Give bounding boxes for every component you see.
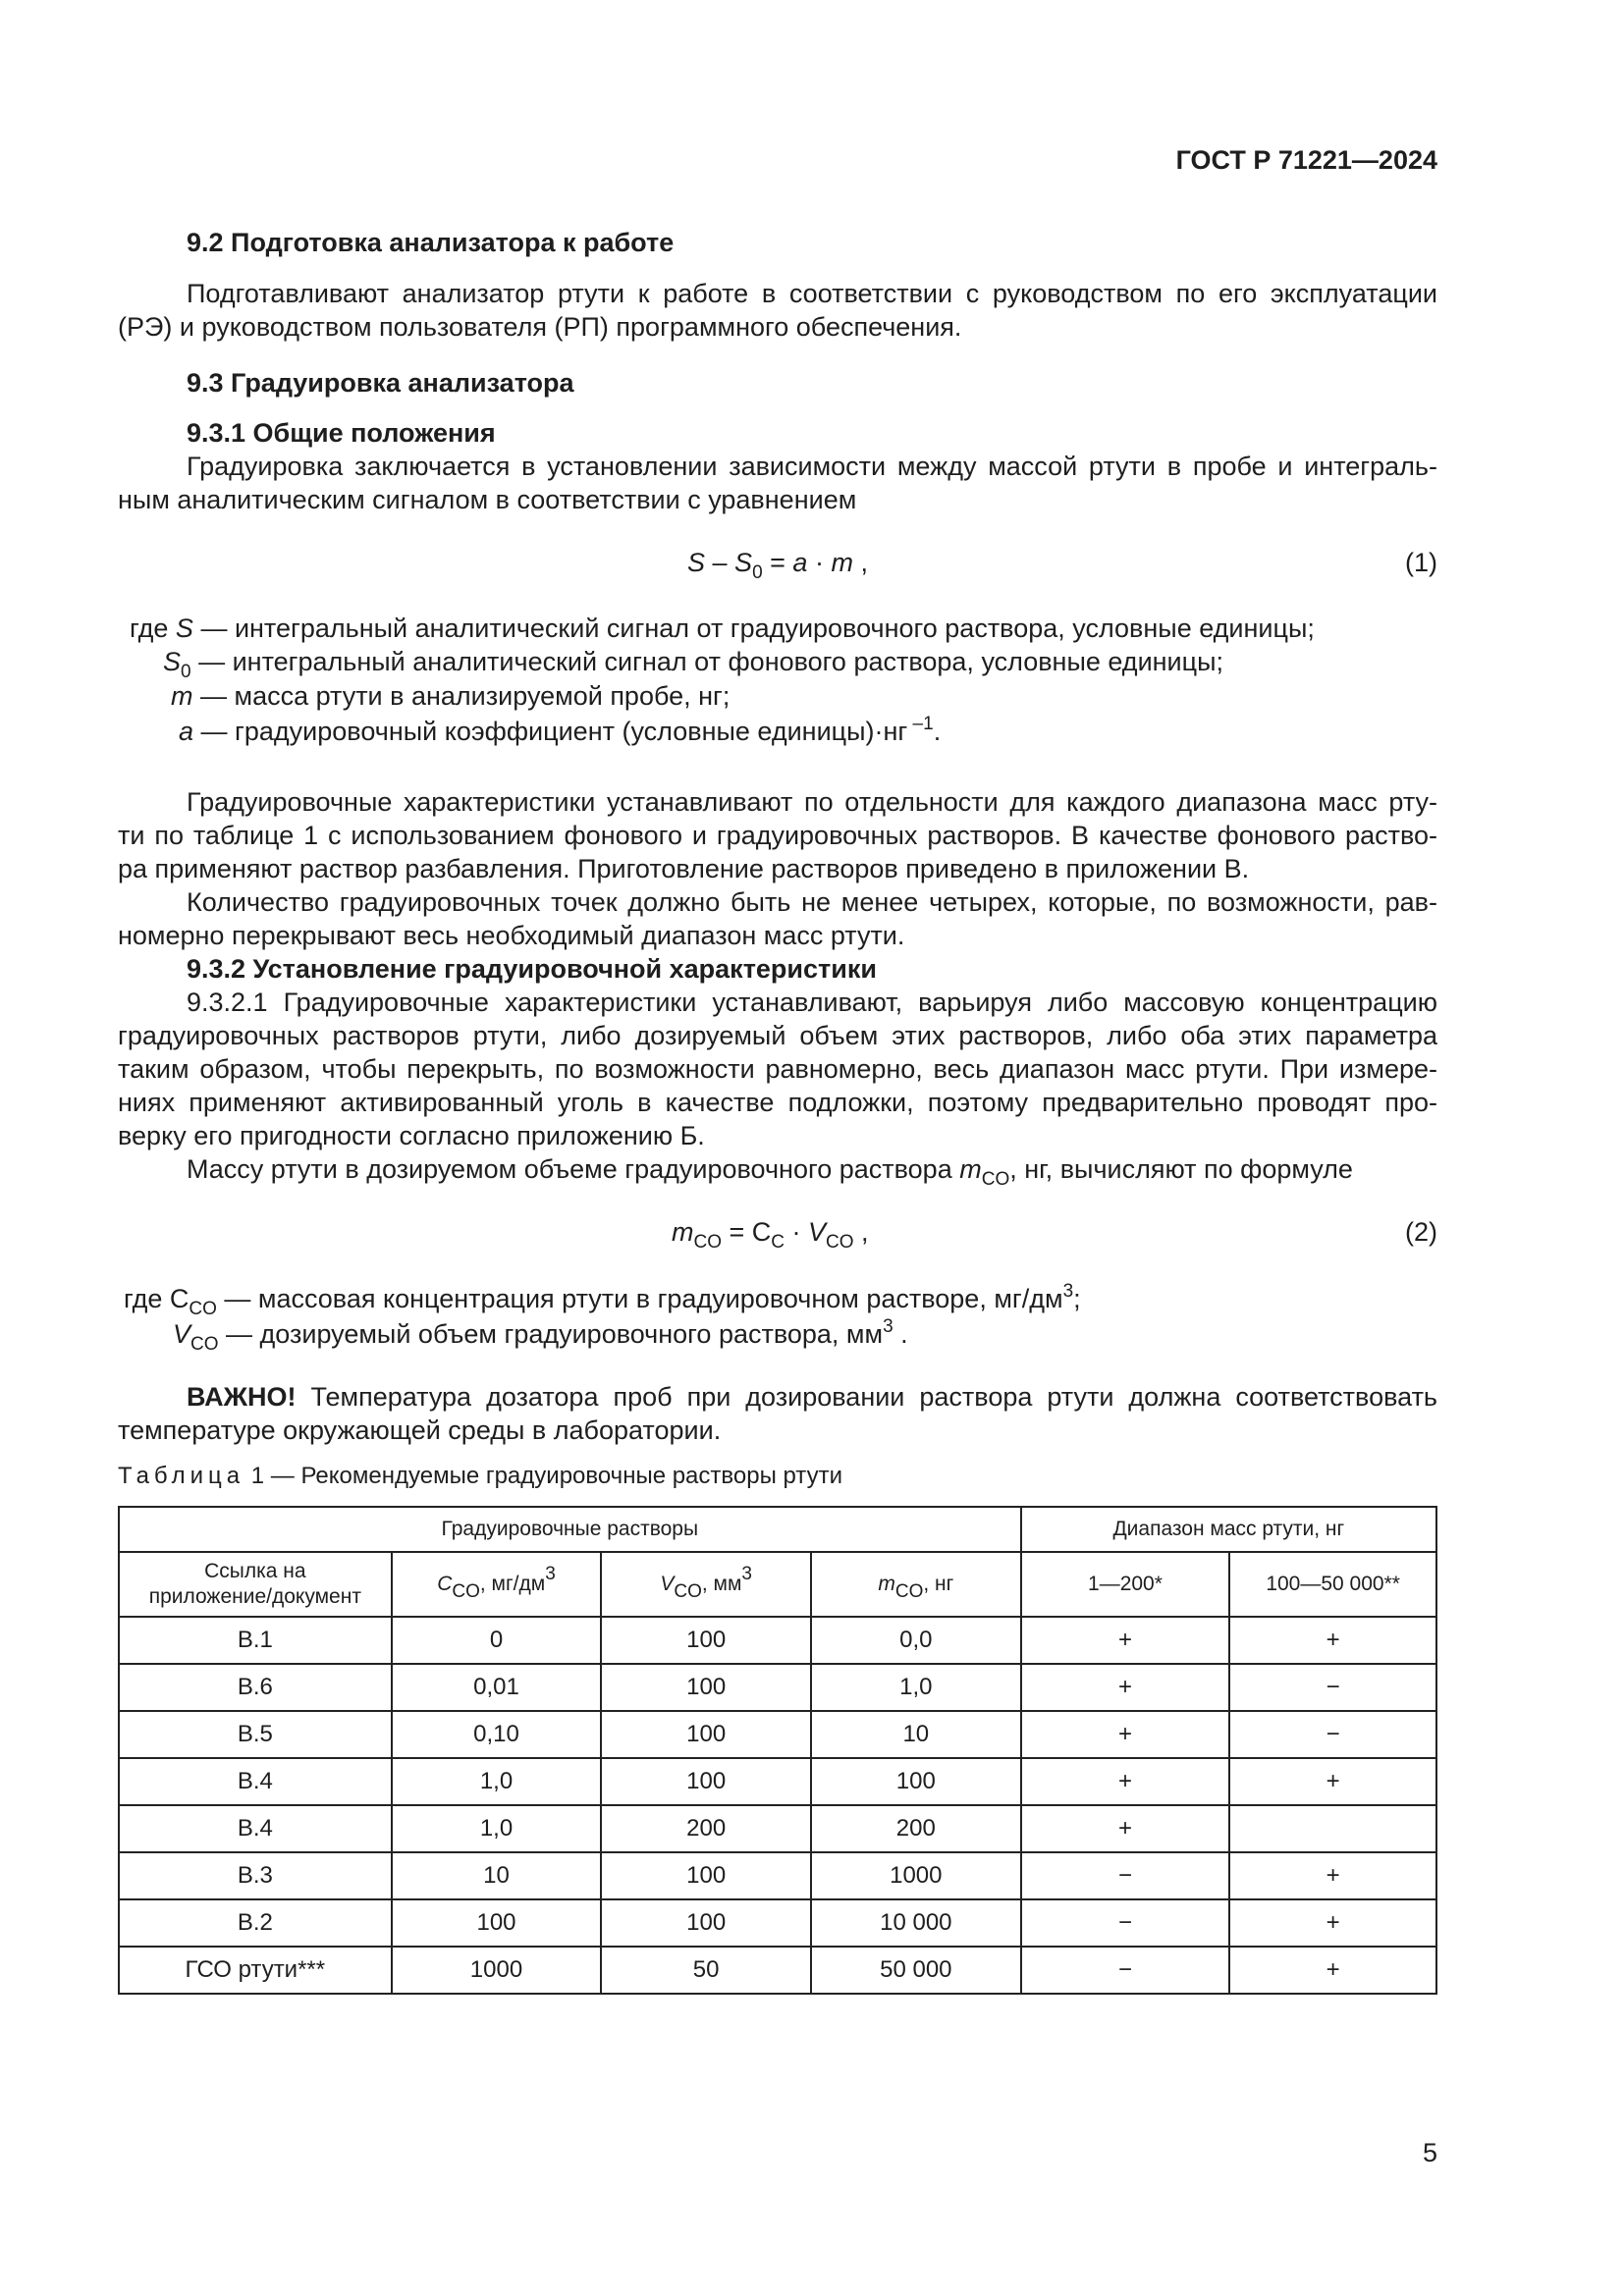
table-group-header-row xyxy=(119,1507,1436,1552)
definition-a: a — градуировочный коэффициент (условные единицы)·нг $^{-1}$. xyxy=(179,714,942,746)
paragraph-9-2-line-2: (РЭ) и руководством пользователя (РП) программного обеспечения. xyxy=(118,312,962,342)
cell: 10 000 xyxy=(811,1899,1021,1947)
paragraph-9-3-1-line-2: ным аналитическим сигналом в соответствии с уравнением xyxy=(118,485,857,514)
cell: 1,0 xyxy=(392,1805,602,1852)
paragraph-3-line-2: номерно перекрывают весь необходимый диапазон масс ртути. xyxy=(118,921,905,950)
definition-c-co: где $С_{CO}$ — массовая концентрация ртути в градуировочном растворе, $мг/дм^3$; xyxy=(124,1281,1081,1319)
header-calibration-solutions: Градуировочные растворы xyxy=(119,1507,1021,1552)
cell: В.1 xyxy=(119,1617,392,1664)
cell: + xyxy=(1021,1711,1230,1758)
cell: В.6 xyxy=(119,1664,392,1711)
paragraph-4-line-2: градуировочных растворов ртути, либо дозируемый объем этих растворов, либо оба этих параметра xyxy=(118,1021,1437,1050)
cell: 200 xyxy=(811,1805,1021,1852)
cell: − xyxy=(1021,1899,1230,1947)
cell: − xyxy=(1229,1664,1436,1711)
paragraph-4-line-1: 9.3.2.1 Градуировочные характеристики устанавливают, варьируя либо массовую концентрацию xyxy=(187,988,1437,1017)
table-row xyxy=(119,1899,1436,1947)
section-9-3-title: 9.3 Градуировка анализатора xyxy=(187,368,574,398)
header-mass-range: Диапазон масс ртути, нг xyxy=(1021,1507,1436,1552)
cell: + xyxy=(1229,1758,1436,1805)
cell: В.4 xyxy=(119,1805,392,1852)
header-reference: Ссылка на приложение/документ xyxy=(119,1552,392,1617)
cell: + xyxy=(1229,1617,1436,1664)
paragraph-4-line-4: ниях применяют активированный уголь в качестве подложки, поэтому предварительно проводят про- xyxy=(118,1088,1437,1117)
header-m-co: $m_{CO}$, нг xyxy=(811,1552,1021,1617)
cell: 10 xyxy=(392,1852,602,1899)
paragraph-2-line-3: ра применяют раствор разбавления. Приготовление растворов приведено в приложении В. xyxy=(118,854,1250,883)
cell: 100 xyxy=(811,1758,1021,1805)
table-row xyxy=(119,1852,1436,1899)
cell: 200 xyxy=(601,1805,811,1852)
header-c-co: $C_{CO}$, $мг/дм^3$ xyxy=(392,1552,602,1617)
cell: В.2 xyxy=(119,1899,392,1947)
cell: 1000 xyxy=(392,1947,602,1994)
cell: 100 xyxy=(601,1664,811,1711)
equation-1: $S - S_0 = a \cdot m$ , xyxy=(687,548,868,583)
paragraph-3-line-1: Количество градуировочных точек должно быть не менее четырех, которые, по возможности, рав- xyxy=(187,887,1437,917)
document-code: ГОСТ Р 71221—2024 xyxy=(1175,145,1437,175)
equation-2: $m_{CO} = С_С \cdot V_{CO}$ , xyxy=(672,1217,869,1253)
definition-m: m — масса ртути в анализируемой пробе, нг; xyxy=(171,681,731,711)
table-row xyxy=(119,1758,1436,1805)
table-row xyxy=(119,1805,1436,1852)
table-row xyxy=(119,1617,1436,1664)
table-row xyxy=(119,1664,1436,1711)
paragraph-9-2-line-1: Подготавливают анализатор ртути к работе в соответствии с руководством по его эксплуатации xyxy=(187,279,1437,308)
cell: 100 xyxy=(601,1899,811,1947)
subsection-9-3-2-title: 9.3.2 Установление градуировочной характеристики xyxy=(187,954,877,984)
header-range-2: 100—50 000** xyxy=(1229,1552,1436,1617)
header-v-co: $V_{CO}$, $мм^3$ xyxy=(601,1552,811,1617)
cell: 100 xyxy=(601,1617,811,1664)
cell: 0,0 xyxy=(811,1617,1021,1664)
section-9-2-title: 9.2 Подготовка анализатора к работе xyxy=(187,228,675,257)
definition-s: где S — интегральный аналитический сигнал от градуировочного раствора, условные единицы; xyxy=(130,614,1315,643)
cell: + xyxy=(1021,1664,1230,1711)
cell: 0,01 xyxy=(392,1664,602,1711)
page-number: 5 xyxy=(1422,2138,1437,2167)
table-row xyxy=(119,1947,1436,1994)
table-caption: Таблица 1 — Рекомендуемые градуировочные растворы ртути xyxy=(118,1463,842,1489)
paragraph-2-line-2: ти по таблице 1 с использованием фонового и градуировочных растворов. В качестве фонового раство- xyxy=(118,821,1437,850)
cell: 1,0 xyxy=(811,1664,1021,1711)
cell: 1000 xyxy=(811,1852,1021,1899)
cell: 100 xyxy=(392,1899,602,1947)
cell: 0,10 xyxy=(392,1711,602,1758)
equation-2-number: (2) xyxy=(1405,1217,1437,1247)
cell: + xyxy=(1229,1852,1436,1899)
cell: 0 xyxy=(392,1617,602,1664)
important-note-line-2: температуре окружающей среды в лаборатории. xyxy=(118,1415,722,1445)
cell: − xyxy=(1229,1711,1436,1758)
equation-1-number: (1) xyxy=(1405,548,1437,577)
paragraph-9-3-1-line-1: Градуировка заключается в установлении зависимости между массой ртути в пробе и интеграль- xyxy=(187,452,1437,481)
paragraph-4-line-5: верку его пригодности согласно приложению Б. xyxy=(118,1121,705,1150)
cell: + xyxy=(1021,1617,1230,1664)
cell: 50 xyxy=(601,1947,811,1994)
definition-v-co: $V_{CO}$ — дозируемый объем градуировочного раствора, $мм^3$ . xyxy=(173,1316,908,1355)
cell: 100 xyxy=(601,1758,811,1805)
cell: 1,0 xyxy=(392,1758,602,1805)
important-note-line-1: ВАЖНО! Температура дозатора проб при дозировании раствора ртути должна соответствовать xyxy=(187,1382,1437,1412)
cell: ГСО ртути*** xyxy=(119,1947,392,1994)
cell: 100 xyxy=(601,1711,811,1758)
cell: 10 xyxy=(811,1711,1021,1758)
subsection-9-3-1-title: 9.3.1 Общие положения xyxy=(187,418,496,448)
cell: В.4 xyxy=(119,1758,392,1805)
paragraph-4-line-3: таким образом, чтобы перекрыть, по возможности равномерно, весь диапазон масс ртути. При измере- xyxy=(118,1054,1437,1084)
cell: + xyxy=(1021,1758,1230,1805)
cell: − xyxy=(1021,1852,1230,1899)
definition-s0: $S_0$ — интегральный аналитический сигнал от фонового раствора, условные единицы; xyxy=(163,647,1224,682)
cell: 100 xyxy=(601,1852,811,1899)
table-row xyxy=(119,1711,1436,1758)
calibration-solutions-table xyxy=(118,1506,1437,1995)
paragraph-2-line-1: Градуировочные характеристики устанавливают по отдельности для каждого диапазона масс рту- xyxy=(187,787,1437,817)
cell: В.3 xyxy=(119,1852,392,1899)
cell: + xyxy=(1021,1805,1230,1852)
cell: 50 000 xyxy=(811,1947,1021,1994)
table-column-header-row xyxy=(119,1552,1436,1617)
cell xyxy=(1229,1805,1436,1852)
cell: − xyxy=(1021,1947,1230,1994)
header-range-1: 1—200* xyxy=(1021,1552,1230,1617)
paragraph-5: Массу ртути в дозируемом объеме градуировочного раствора $m_{CO}$, нг, вычисляют по формуле xyxy=(187,1154,1353,1190)
cell: В.5 xyxy=(119,1711,392,1758)
cell: + xyxy=(1229,1899,1436,1947)
cell: + xyxy=(1229,1947,1436,1994)
